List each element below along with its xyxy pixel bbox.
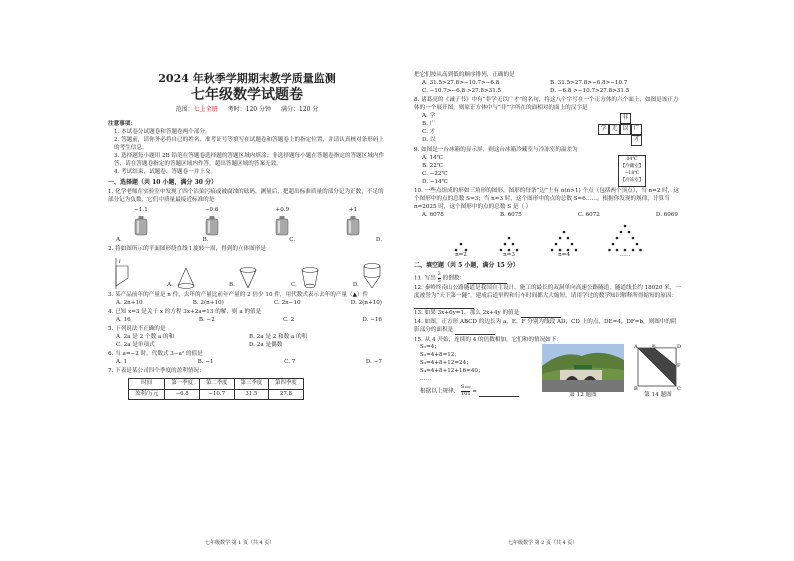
table-header-row (129, 379, 304, 390)
q5-options (108, 334, 386, 350)
option-c[interactable]: C. 才 (422, 128, 436, 135)
option-b[interactable]: B. 22℃ (422, 162, 444, 169)
question-4 (108, 309, 386, 325)
q1-options (108, 237, 386, 245)
plane-figure-diagram (112, 256, 134, 290)
option-b[interactable]: B. −2 (198, 316, 215, 323)
option-b[interactable]: B. (229, 266, 258, 290)
option-d[interactable]: D. (353, 262, 382, 290)
table-header-cell: 第四季度 (269, 379, 304, 390)
weight-icon (133, 215, 149, 237)
q7-options (414, 80, 682, 96)
answer-blank[interactable] (455, 329, 495, 335)
tunnel-photo (542, 344, 624, 392)
option-d[interactable]: D. −6.8 >−10.7>27.8>31.5 (550, 87, 630, 94)
range-field: 范围：七上全册 (175, 106, 218, 114)
option-a[interactable]: A. (116, 236, 122, 243)
inverted-cone-icon (238, 266, 258, 290)
question-6 (108, 351, 386, 367)
fraction: $\frac{\text{S₁₀₀}}{101}$ (460, 384, 471, 397)
option-a[interactable]: A. 31.5>27.8>−10.7>−6.8 (422, 79, 500, 86)
question-15 (414, 337, 682, 401)
q9-options (422, 155, 448, 187)
exam-title-line1: 2024 年秋季学期期末教学质量监测 (158, 72, 336, 85)
q2-text: 2. 将如图所示的平面图形绕直线 l 旋转一周，得到的立体图形是 (108, 246, 266, 253)
net-cell: 非 (620, 113, 631, 124)
question-11: 11. 写出 $\frac{2}{5}$ 的倒数： (414, 272, 682, 284)
note-item: 1. 本试卷分试题卷和答题卷两个部分。 (114, 128, 211, 135)
cone-icon (176, 266, 196, 290)
table-cell: −6.8 (165, 389, 200, 400)
table-cell: 盈利/万元 (129, 389, 165, 400)
question-10 (414, 188, 682, 260)
weight-a: −1.1 (116, 207, 166, 237)
question-8 (414, 97, 682, 146)
answer-blank[interactable] (521, 312, 561, 318)
figure-14 (634, 344, 682, 400)
table-header-cell: 第一季度 (165, 379, 200, 390)
q4-options (108, 317, 386, 325)
dot-triangle-n4: n=4 (550, 230, 578, 260)
section-fill-heading: 二、填空题（共 5 小题，满分 15 分） (414, 261, 519, 269)
q10-text: 10. 一些点组成的形如三角形的图形，图形的每条“边”上有 n(n>1) 个点（包括两个顶点），当 n=2 时，这个图形中的点的总数 S=3；当 n=3 时，这个图形中的点的总数 S=6……，根据你发现的规律，计算当 n=2025 时，这个图形中的点的总数 S 是（ ） (414, 187, 679, 210)
right-column (414, 72, 682, 402)
option-c[interactable]: C. 2a 是单项式 (116, 341, 155, 348)
note-item: 3. 选择题每小题用 2B 铅笔在答题卷选择题的答题区域内填涂；非选择题每小题在答题卷指定的答题区域内作答，请在答题卷指定的答题区域内作答，超出答题区域的答案无效。 (114, 152, 385, 167)
svg-text:l: l (119, 258, 121, 265)
option-a[interactable]: A. 2a 是 2 个数 a 的和 (116, 334, 175, 341)
q4-text: 4. 已知 x=3 是关于 x 的方程 3x+2a=13 的解，则 a 的值是 (108, 309, 262, 316)
question-14: 14. 如图，正方形 ABCD 的边长为 a，E，F 分别为线段 AD，CD 上的点，DE=4，DF=b，则图中的阴影部分的面积是 (414, 319, 677, 334)
option-b[interactable]: B. 2(n+10) (192, 299, 224, 306)
question-13: 13. 如果 3x+6y=1，那么 2x+4y 的值是 (414, 310, 682, 318)
option-d[interactable]: D. −16 (362, 316, 382, 323)
option-a[interactable]: A. 学 (422, 112, 436, 119)
exam-meta (108, 106, 386, 115)
option-a[interactable]: A. (167, 266, 196, 290)
weight-b: −0.6 (187, 207, 237, 237)
option-c[interactable]: C. 6072 (577, 211, 600, 218)
option-b[interactable]: B. −1 (197, 359, 214, 366)
option-c[interactable]: C. (289, 236, 296, 243)
fraction: $\frac{2}{5}$ (437, 271, 441, 284)
q5-text: 5. 下列说法不正确的是 (108, 326, 166, 333)
answer-blank[interactable] (467, 278, 507, 284)
option-c[interactable]: C. −10.7>−6.8 >27.8>31.5 (422, 87, 502, 94)
table-header-cell: 第三季度 (234, 379, 269, 390)
figure-14-caption: 第 14 题图 (644, 392, 672, 399)
svg-text:D: D (677, 344, 682, 351)
option-a[interactable]: A. 1 (116, 359, 128, 366)
figure-12-caption: 第 12 题图 (569, 392, 597, 399)
table-cell: −10.7 (199, 389, 234, 400)
weight-c: +0.9 (257, 207, 307, 237)
question-2 (108, 246, 386, 290)
option-a[interactable]: A. 16 (116, 316, 131, 323)
notes (108, 121, 386, 177)
option-b[interactable]: B. 31.5>27.8>−6.8>−10.7 (550, 79, 628, 86)
table-cell: 27.8 (269, 389, 304, 400)
q1-text: 1. 化学老师在实验室中发现了四个沾染污痕或被腐蚀的砝码，测量后，把超出标准质量的部分记为正数，不足的部分记为负数，它们中质量最接近标准的是 (108, 189, 384, 204)
left-column (108, 72, 386, 402)
net-cell: 无 (609, 124, 620, 135)
weight-icon (274, 215, 290, 237)
option-d[interactable]: D. −14℃ (422, 178, 448, 185)
dot-triangle-n5: …… (608, 224, 642, 260)
svg-text:B: B (634, 386, 638, 393)
exam-title-line2: 七年级数学试题卷 (191, 87, 303, 104)
q7-text2: 把它们按从高到低的顺序排列，正确的是 (414, 72, 515, 78)
q6-text: 6. 当 a=−2 时，代数式 3−a² 的值是 (108, 351, 203, 358)
question-12 (414, 285, 682, 309)
notes-heading: 注意事项： (108, 121, 136, 127)
figure-12 (542, 344, 624, 400)
answer-blank[interactable] (479, 391, 519, 397)
q2-figures (108, 256, 386, 290)
option-d[interactable]: D. 以 (422, 136, 436, 143)
section-choice-heading: 一、选择题（共 10 小题，满分 30 分） (108, 178, 218, 186)
option-c[interactable]: C. −22℃ (422, 170, 448, 177)
q9-text: 9. 如图是一台冰箱的显示屏，则这台冰箱冷藏室与冷冻室的温差为 (414, 147, 578, 154)
answer-blank[interactable] (414, 303, 474, 309)
option-d[interactable]: D. 6069 (655, 211, 678, 218)
option-b[interactable]: B. 广 (422, 120, 436, 127)
option-d[interactable]: D. −7 (365, 359, 382, 366)
weight-icon (204, 215, 220, 237)
cube-net-diagram (598, 113, 642, 146)
net-cell: 广 (631, 124, 642, 135)
q7-text: 7. 下表是某公司四个季度的盈利情况： (108, 368, 205, 375)
fridge-display: 04℃ 【冷藏室】 −18℃ 【冷冻室】 (618, 155, 646, 187)
profit-table (128, 378, 304, 400)
dot-triangle-n3: n=3 (498, 236, 520, 260)
q8-text: 8. 诸葛亮的《诫子书》中有“非学无以广才”的名句，将这八个字写在一个正方体的六个面上，如图是该正方体的一个展开图，则原正方体中与“非”字所在的面相对的面上的汉字是 (414, 97, 679, 111)
option-a[interactable]: A. 2n+10 (116, 299, 143, 306)
option-d[interactable]: D. (375, 236, 382, 243)
dot-triangle-n2: n=2 (454, 242, 468, 260)
option-d[interactable]: D. 2(n+10) (350, 299, 382, 306)
q8-options (422, 113, 435, 146)
footer-left: 七年级数学 第 1 页（共 4 页） (205, 540, 275, 546)
option-c[interactable]: C. 2 (282, 316, 295, 323)
option-d[interactable]: D. 2a 是偶数 (249, 341, 283, 348)
svg-text:C: C (677, 386, 681, 393)
frustum-icon (300, 266, 320, 290)
note-item: 2. 答题前，请你务必将自己的姓名、准考证号等填写在试题卷和答题卷上的指定位置，并请认真核对条形码上的考生信息。 (114, 136, 385, 151)
option-c[interactable]: C. 7 (284, 359, 296, 366)
table-header-cell: 第二季度 (199, 379, 234, 390)
q3-options (108, 300, 386, 308)
question-3 (108, 292, 386, 308)
svg-text:F: F (677, 363, 681, 370)
question-7-continued (414, 72, 682, 96)
q15-sequence: S₁=4； S₂=4+8=12； S₃=4+8+12=24； S₄=4+8+12+16=40； …… 根据以上规律， $\frac{\text{S₁₀₀}}{101}$ = (414, 344, 519, 397)
square-diagram (634, 344, 682, 392)
question-7 (108, 368, 386, 400)
weights-row (108, 207, 386, 237)
table-cell: 31.5 (234, 389, 269, 400)
option-b[interactable]: B. 2a 是 2 和数 a 的积 (249, 334, 308, 341)
net-cell: 学 (598, 124, 609, 135)
net-cell: 才 (631, 135, 642, 146)
option-c[interactable]: C. (291, 266, 320, 290)
cylinder-cone-icon (362, 262, 382, 290)
footer-right: 七年级数学 第 2 页（共 4 页） (508, 540, 578, 546)
table-header-cell: 时间 (129, 379, 165, 390)
score-field: 满分：120 分 (281, 106, 319, 114)
q15-text: 15. 从 4 开始，连续的 4 的倍数相加，它们和的情况如下： (414, 336, 562, 343)
option-a[interactable]: A. 14℃ (422, 155, 443, 161)
table-row (129, 389, 304, 400)
option-a[interactable]: A. 6078 (422, 211, 444, 218)
option-b[interactable]: B. (202, 236, 209, 243)
option-b[interactable]: B. 6075 (499, 211, 522, 218)
question-5 (108, 326, 386, 350)
note-item: 4. 考试结束，试题卷、答题卷一并上交。 (114, 168, 217, 175)
q10-options (414, 212, 682, 220)
time-field: 考时：120 分钟 (227, 106, 272, 114)
net-cell: 以 (620, 124, 631, 135)
option-c[interactable]: C. 2n−10 (273, 299, 301, 306)
weight-icon (345, 215, 361, 237)
weight-d: +1 (328, 207, 378, 237)
q6-options (108, 359, 386, 367)
dot-triangles (414, 224, 682, 260)
q12-text: 12. 秦岭终南山公路隧道是我国自主设计、施工的最长的双洞单向高速公路隧道，隧道线长约 18020 米，一度被誉为“天下第一隧”。建成后道里程和行车时间都大大缩短。请用学过的数学知识解释所得缩短的原因： (414, 285, 681, 300)
svg-text:E: E (652, 344, 656, 350)
svg-text:A: A (634, 344, 638, 351)
q3-text: 3. 某产品前年的产量是 n 件，去年的产量比前年产量的 2 倍少 10 件，用代数式表示去年的产量（▲）件 (108, 291, 369, 298)
question-9 (414, 147, 682, 187)
question-1 (108, 189, 386, 245)
